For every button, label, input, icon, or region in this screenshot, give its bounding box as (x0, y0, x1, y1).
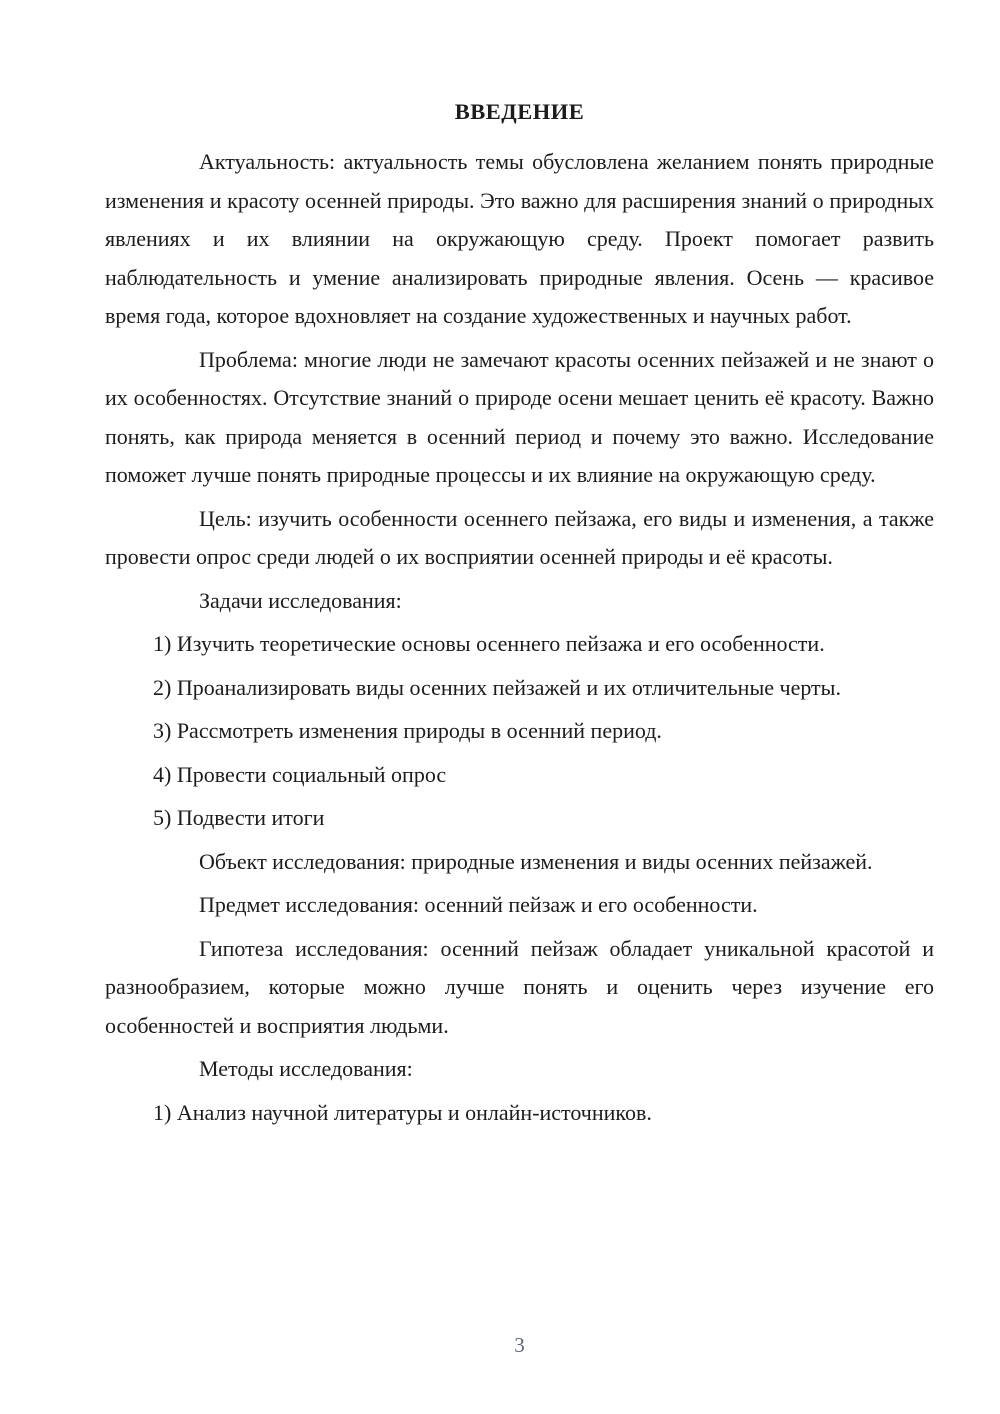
paragraph-subject: Предмет исследования: осенний пейзаж и его особенности. (199, 892, 758, 917)
paragraph-method-1: 1) Анализ научной литературы и онлайн-источников. (153, 1099, 652, 1125)
paragraph-task-4: 4) Провести социальный опрос (153, 761, 447, 787)
paragraph-methods-heading: Методы исследования: (199, 1056, 413, 1081)
page-number: 3 (514, 1333, 525, 1357)
paragraph-goal: Цель: изучить особенности осеннего пейзажа, его виды и изменения, а также провести опрос среди людей о их восприятии осенней природы и её красоты. (105, 505, 934, 569)
paragraph-tasks-heading: Задачи исследования: (199, 587, 402, 613)
paragraph-hypothesis: Гипотеза исследования: осенний пейзаж обладает уникальной красотой и разнообразием, которые можно лучше понять и оценить через изучение его особенностей и восприятия людьми. (105, 935, 934, 1038)
document-body (105, 143, 934, 1132)
paragraph-object: Объект исследования: природные изменения и виды осенних пейзажей. (199, 848, 873, 874)
paragraph-task-5: 5) Подвести итоги (153, 805, 325, 830)
paragraph-task-3: 3) Рассмотреть изменения природы в осенний период. (153, 718, 662, 743)
page-title: ВВЕДЕНИЕ (454, 99, 585, 124)
paragraph-problem: Проблема: многие люди не замечают красоты осенних пейзажей и не знают о их особенностях. Отсутствие знаний о природе осени мешает ценить её красоту. Важно понять, как природа меняется в осенний период и почему это важно. Исследование поможет лучше понять природные процессы и их влияние на окружающую среду. (105, 346, 934, 487)
paragraph-actuality: Актуальность: актуальность темы обусловлена желанием понять природные изменения и красоту осенней природы. Это важно для расширения знаний о природных явлениях и их влиянии на окружающую среду. Проект помогает развить наблюдательность и умение анализировать природные явления. Осень — красивое время года, которое вдохновляет на создание художественных и научных работ. (105, 149, 934, 328)
paragraph-task-1: 1) Изучить теоретические основы осеннего пейзажа и его особенности. (153, 631, 825, 656)
paragraph-task-2: 2) Проанализировать виды осенних пейзажей и их отличительные черты. (153, 674, 841, 700)
